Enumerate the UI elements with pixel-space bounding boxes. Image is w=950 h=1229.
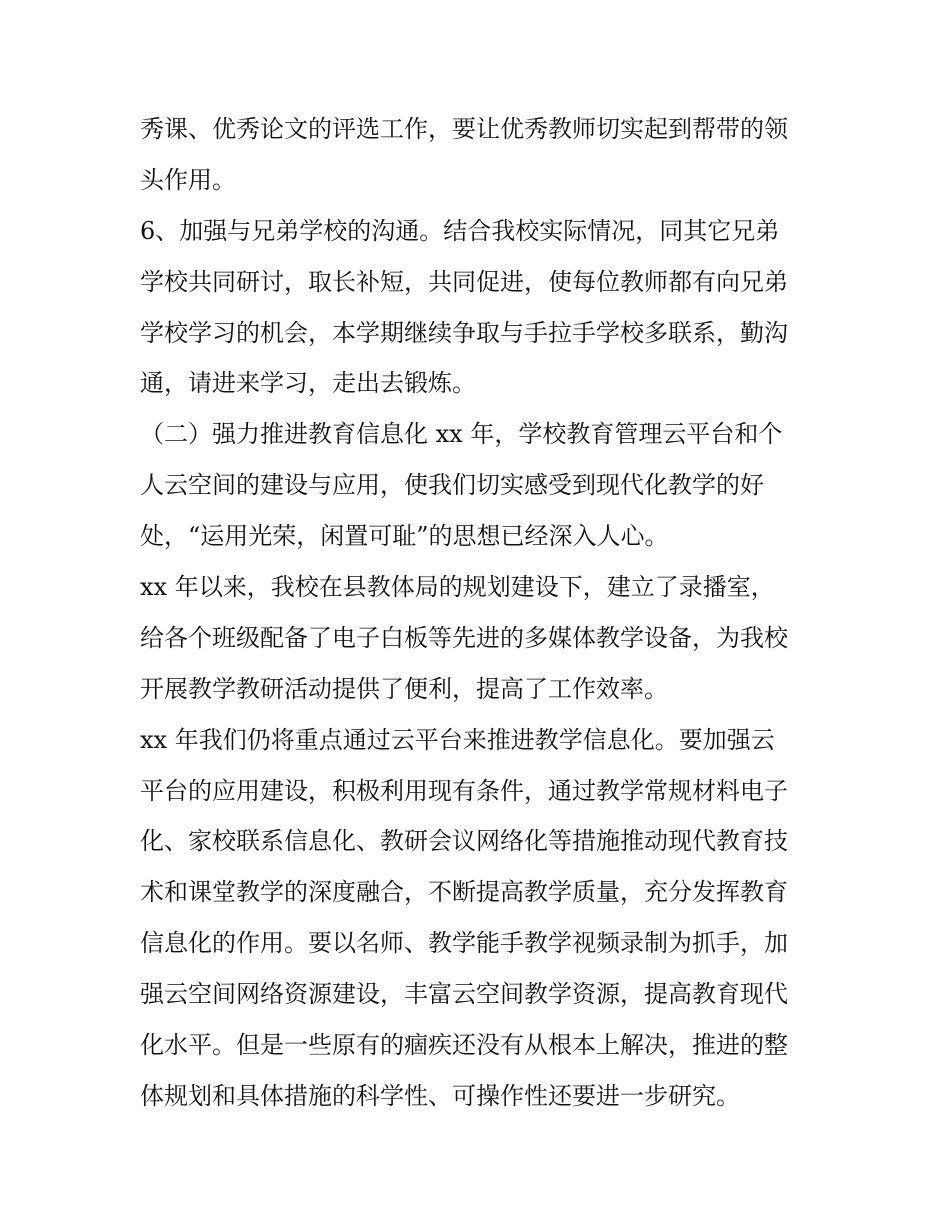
text-line: 开展教学教研活动提供了便利，提高了工作效率。: [140, 674, 668, 703]
document-body: [140, 104, 830, 1122]
text-line: 给各个班级配备了电子白板等先进的多媒体教学设备，为我校: [140, 623, 788, 652]
text-line: 化水平。但是一些原有的痼疾还没有从根本上解决，推进的整: [140, 1031, 788, 1060]
text-line: 平台的应用建设，积极利用现有条件，通过教学常规材料电子: [140, 776, 788, 805]
text-line: 术和课堂教学的深度融合，不断提高教学质量，充分发挥教育: [140, 878, 788, 907]
text-line: 学校学习的机会，本学期继续争取与手拉手学校多联系，勤沟: [140, 318, 788, 347]
text-line: 秀课、优秀论文的评选工作，要让优秀教师切实起到帮带的领: [140, 115, 788, 143]
text-line: 强云空间网络资源建设，丰富云空间教学资源，提高教育现代: [140, 980, 788, 1009]
text-line: 头作用。: [140, 165, 236, 194]
text-line: 信息化的作用。要以名师、教学能手教学视频录制为抓手，加: [140, 929, 788, 958]
text-line: 学校共同研讨，取长补短，共同促进，使每位教师都有向兄弟: [140, 267, 788, 296]
text-line: xx 年我们仍将重点通过云平台来推进教学信息化。要加强云: [140, 725, 775, 754]
text-line: 体规划和具体措施的科学性、可操作性还要进一步研究。: [140, 1081, 740, 1110]
text-line: 化、家校联系信息化、教研会议网络化等措施推动现代教育技: [140, 827, 788, 856]
text-line: 6、加强与兄弟学校的沟通。结合我校实际情况，同其它兄弟: [140, 216, 780, 245]
text-line: 通，请进来学习，走出去锻炼。: [140, 369, 476, 398]
text-line: xx 年以来，我校在县教体局的规划建设下，建立了录播室，: [140, 573, 775, 602]
text-line: 处，“运用光荣，闲置可耻”的思想已经深入人心。: [140, 522, 669, 551]
text-line: （二）强力推进教育信息化 xx 年，学校教育管理云平台和个: [140, 420, 783, 449]
text-line: 人云空间的建设与应用，使我们切实感受到现代化教学的好: [140, 471, 764, 500]
